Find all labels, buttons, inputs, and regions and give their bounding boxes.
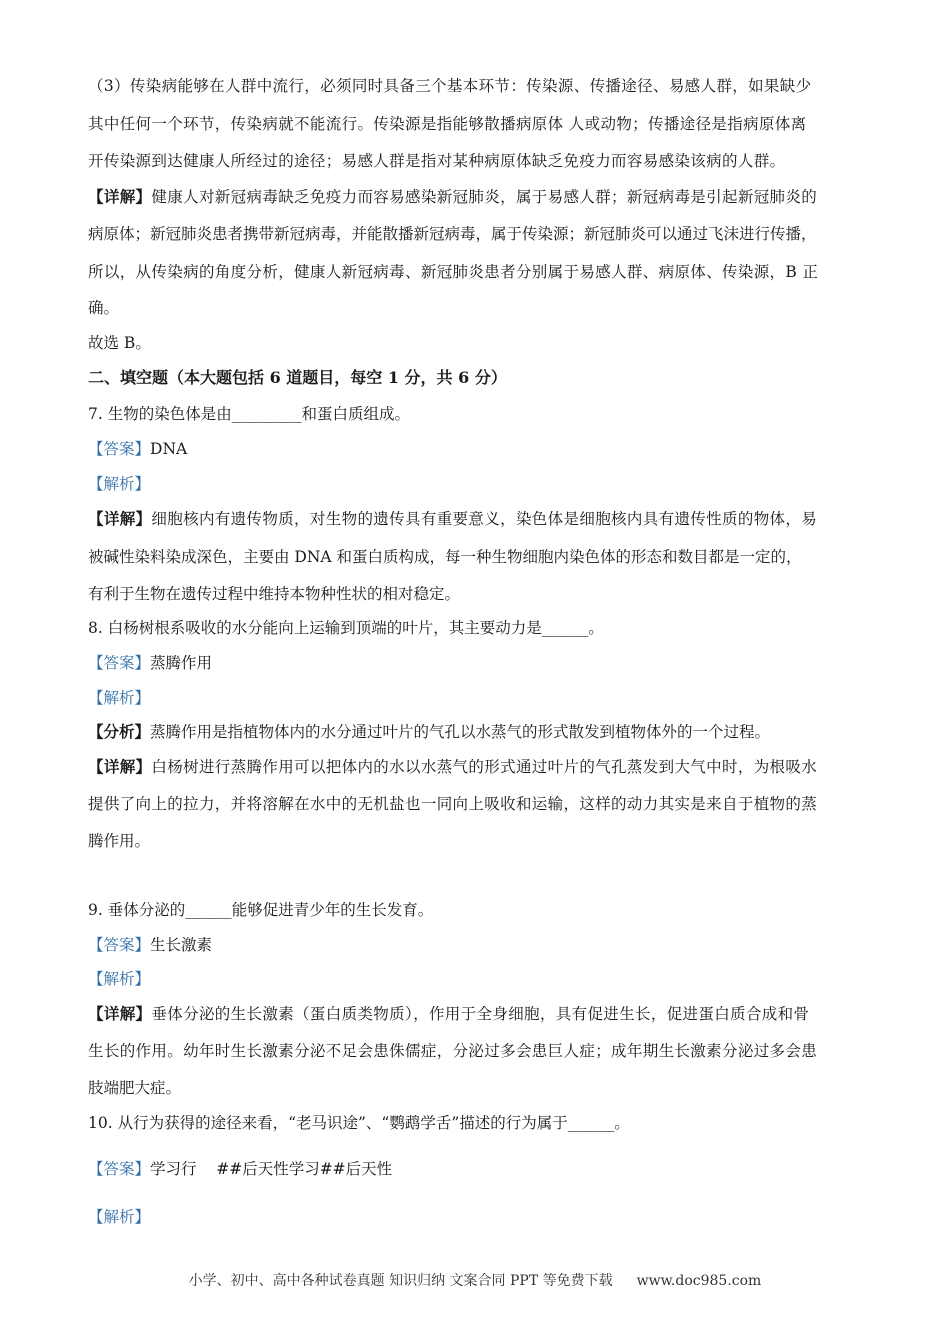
answer-line: 【答案】蒸腾作用 [88, 654, 213, 672]
text-line: 所以，从传染病的角度分析，健康人新冠病毒、新冠肺炎患者分别属于易感人群、病原体、传染源，B 正 [88, 263, 819, 281]
answer-tag: 【答案】 [88, 1160, 151, 1178]
analysis-tag: 【解析】 [88, 689, 151, 707]
analysis-note-tag: 【分析】 [88, 722, 151, 741]
text-line: （3）传染病能够在人群中流行，必须同时具备三个基本环节：传染源、传播途径、易感人群，如果缺少 [88, 77, 812, 95]
analysis-line [88, 1207, 150, 1227]
section-heading: 二、填空题（本大题包括 6 道题目，每空 1 分，共 6 分） [88, 368, 507, 387]
page-footer [0, 1270, 950, 1290]
analysis-line [88, 474, 150, 494]
text-line: 【分析】蒸腾作用是指植物体内的水分通过叶片的气孔以水蒸气的形式散发到植物体外的一个过程。 [88, 722, 771, 741]
answer-line: 【答案】DNA [88, 440, 188, 458]
question-10: 10. 从行为获得的途径来看，“老马识途”、“鹦鹉学舌”描述的行为属于______。 [88, 1114, 630, 1132]
answer-tag: 【答案】 [88, 654, 151, 672]
detail-tag: 【详解】 [88, 509, 152, 528]
text-line: 【详解】健康人对新冠病毒缺乏免疫力而容易感染新冠肺炎，属于易感人群；新冠病毒是引起新冠肺炎的 [88, 187, 818, 206]
answer-tag: 【答案】 [88, 440, 151, 458]
answer-line: 【答案】学习行 ##后天性学习##后天性 [88, 1160, 393, 1178]
detail-tag: 【详解】 [88, 757, 152, 776]
footer-text: 小学、初中、高中各种试卷真题 知识归纳 文案合同 PPT 等免费下载 [188, 1273, 613, 1289]
question-7: 7. 生物的染色体是由_________和蛋白质组成。 [88, 405, 410, 423]
text-line: 病原体；新冠肺炎患者携带新冠病毒，并能散播新冠病毒，属于传染源；新冠肺炎可以通过飞沫进行传播， [88, 225, 817, 243]
text-line: 肢端肥大症。 [88, 1079, 182, 1097]
footer-url[interactable]: www.doc985.com [636, 1273, 762, 1289]
text-line: 【详解】白杨树进行蒸腾作用可以把体内的水以水蒸气的形式通过叶片的气孔蒸发到大气中时，为根吸水 [88, 757, 818, 776]
answer-line: 【答案】生长激素 [88, 936, 213, 954]
text-line: 确。 [88, 299, 120, 317]
text-line: 开传染源到达健康人所经过的途径；易感人群是指对某种病原体缺乏免疫力而容易感染该病的人群。 [88, 152, 786, 170]
analysis-line [88, 969, 150, 989]
analysis-tag: 【解析】 [88, 970, 151, 988]
question-9: 9. 垂体分泌的______能够促进青少年的生长发育。 [88, 901, 434, 919]
analysis-tag: 【解析】 [88, 475, 151, 493]
detail-tag: 【详解】 [88, 1004, 152, 1023]
text-line: 【详解】垂体分泌的生长激素（蛋白质类物质），作用于全身细胞，具有促进生长，促进蛋白质合成和骨 [88, 1004, 810, 1023]
detail-tag: 【详解】 [88, 187, 152, 206]
analysis-tag: 【解析】 [88, 1208, 151, 1226]
text-line: 提供了向上的拉力，并将溶解在水中的无机盐也一同向上吸收和运输，这样的动力其实是来自于植物的蒸 [88, 795, 818, 813]
text-line: 被碱性染料染成深色，主要由 DNA 和蛋白质构成，每一种生物细胞内染色体的形态和数目都是一定的， [88, 548, 802, 566]
analysis-line [88, 688, 150, 708]
text-line: 腾作用。 [88, 832, 151, 850]
answer-tag: 【答案】 [88, 936, 151, 954]
text-line: 生长的作用。幼年时生长激素分泌不足会患侏儒症，分泌过多会患巨人症；成年期生长激素分泌过多会患 [88, 1042, 818, 1060]
text-line: 有利于生物在遗传过程中维持本物种性状的相对稳定。 [88, 585, 461, 603]
text-line: 其中任何一个环节，传染病就不能流行。传染源是指能够散播病原体 人或动物；传播途径是指病原体离 [88, 115, 807, 133]
text-line: 【详解】细胞核内有遗传物质，对生物的遗传具有重要意义，染色体是细胞核内具有遗传性质的物体，易 [88, 509, 818, 528]
question-8: 8. 白杨树根系吸收的水分能向上运输到顶端的叶片，其主要动力是______。 [88, 619, 604, 637]
text-line: 故选 B。 [88, 334, 151, 352]
